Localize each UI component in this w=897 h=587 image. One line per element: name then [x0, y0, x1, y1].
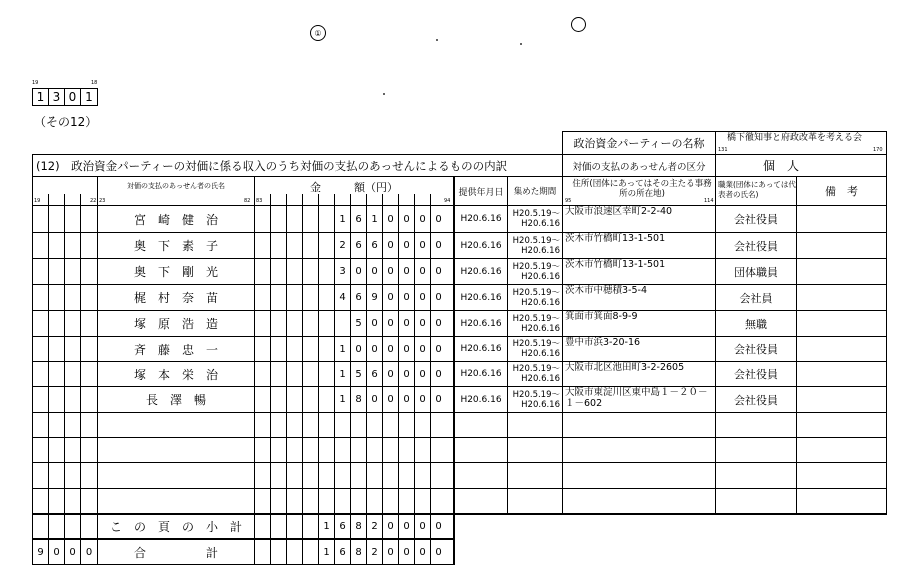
amount-digit: 0 [387, 318, 394, 329]
amount-digit: 6 [371, 240, 378, 251]
amount-digit: 0 [387, 292, 394, 303]
provision-date: H20.6.16 [460, 240, 502, 251]
donor-occupation: 会社役員 [734, 368, 778, 381]
header-num: 22 [90, 198, 97, 204]
amount-digit: 8 [355, 521, 362, 532]
donor-name: 斉 藤 忠 一 [133, 342, 218, 357]
donor-name: 梶 村 奈 苗 [133, 291, 218, 305]
amount-digit: 6 [339, 546, 346, 558]
donor-occupation: 会社役員 [734, 239, 778, 253]
header-num: 83 [256, 198, 263, 204]
amount-digit: 0 [355, 266, 362, 277]
header-num: 19 [34, 198, 41, 204]
amount-digit: 1 [339, 343, 346, 355]
amount-digit: 0 [403, 240, 410, 251]
form-code-box [32, 88, 98, 106]
amount-digit: 0 [419, 213, 426, 225]
donor-name: 宮 崎 健 治 [133, 212, 218, 227]
provision-date: H20.6.16 [460, 394, 502, 405]
total-code-digit: 0 [53, 546, 60, 558]
header-period: 集めた期間 [513, 187, 557, 197]
header-amount: 金 額（円） [310, 181, 398, 194]
amount-digit: 6 [339, 521, 346, 532]
party-name-num-right: 170 [873, 147, 883, 153]
collection-period: H20.5.19～ H20.6.16 [512, 389, 560, 410]
provision-date: H20.6.16 [460, 266, 502, 277]
table-title: (12) 政治資金パーティーの対価に係る収入のうち対価の支払のあっせんによるものの内訳 [36, 158, 508, 173]
donor-address: 豊中市浜3-20-16 [565, 337, 641, 348]
amount-digit: 0 [403, 266, 410, 277]
header-address: 住所(団体にあってはその主たる事務所の所在地) [572, 179, 712, 199]
code-small-left: 19 [32, 80, 39, 86]
donor-name: 長 澤 暢 [145, 393, 206, 407]
category-value: 個 人 [762, 159, 799, 173]
donor-address: 茨木市竹橋町13-1-501 [565, 259, 666, 270]
party-name-label: 政治資金パーティーの名称 [573, 137, 705, 150]
total-code-digit: 0 [85, 546, 93, 558]
amount-digit: 0 [419, 343, 426, 355]
amount-digit: 6 [355, 240, 362, 251]
amount-digit: 0 [419, 368, 426, 380]
amount-digit: 2 [371, 521, 378, 532]
amount-digit: 0 [387, 521, 394, 532]
amount-digit: 1 [371, 213, 378, 225]
donor-occupation: 無職 [745, 317, 767, 331]
donor-name: 奥 下 剛 光 [133, 265, 218, 279]
amount-digit: 0 [371, 318, 378, 329]
amount-digit: 0 [435, 266, 442, 277]
amount-digit: 1 [339, 213, 346, 225]
amount-digit: 0 [419, 546, 426, 558]
amount-digit: 2 [339, 240, 346, 251]
donor-address: 大阪市北区池田町3-2-2605 [565, 362, 685, 373]
amount-digit: 1 [339, 394, 346, 405]
collection-period: H20.5.19～ H20.6.16 [512, 209, 560, 229]
amount-digit: 0 [371, 343, 378, 355]
donor-address: 大阪市東淀川区東中島１－２０－１－602 [565, 387, 708, 409]
code-digit: 1 [33, 89, 49, 105]
donor-name: 奥 下 素 子 [133, 239, 218, 253]
donor-address: 茨木市竹橋町13-1-501 [565, 233, 666, 244]
header-num: 95 [565, 198, 572, 204]
amount-digit: 5 [355, 368, 362, 380]
collection-period: H20.5.19～ H20.6.16 [512, 364, 560, 384]
amount-digit: 2 [371, 546, 378, 558]
collection-period: H20.5.19～ H20.6.16 [512, 261, 560, 282]
amount-digit: 0 [403, 318, 410, 329]
header-occupation: 職業(団体にあっては代表者の氏名) [718, 180, 796, 199]
page-circle-mark: ① [310, 25, 326, 41]
party-name-num-left: 131 [718, 147, 728, 153]
header-date: 提供年月日 [458, 187, 504, 198]
amount-digit: 4 [339, 292, 346, 303]
amount-digit: 0 [387, 240, 394, 251]
amount-digit: 0 [371, 394, 378, 405]
code-small-right: 18 [91, 80, 98, 86]
donor-occupation: 会社役員 [734, 343, 778, 356]
amount-digit: 0 [403, 343, 410, 355]
code-digit: 1 [85, 90, 93, 104]
header-num: 114 [704, 198, 714, 204]
amount-digit: 0 [435, 213, 442, 225]
total-code-digit: 9 [37, 546, 44, 558]
collection-period: H20.5.19～ H20.6.16 [512, 339, 560, 359]
provision-date: H20.6.16 [460, 369, 502, 379]
amount-digit: 0 [371, 266, 378, 277]
amount-digit: 0 [419, 318, 426, 329]
amount-digit: 6 [371, 368, 378, 380]
amount-digit: 0 [387, 394, 394, 405]
amount-digit: 0 [435, 343, 442, 355]
total-label: 合 計 [133, 545, 218, 560]
section-label: （その12） [34, 115, 98, 129]
code-digit: 0 [65, 89, 81, 105]
amount-digit: 0 [435, 292, 442, 303]
provision-date: H20.6.16 [460, 292, 502, 303]
header-name: 対価の支払のあっせん者の氏名 [127, 182, 225, 190]
amount-digit: 0 [387, 343, 394, 355]
donor-occupation: 会社員 [739, 291, 773, 305]
amount-digit: 0 [435, 318, 442, 329]
amount-digit: 0 [435, 394, 442, 405]
amount-digit: 0 [419, 394, 426, 405]
party-name-value: 橋下徹知事と府政改革を考える会 [727, 133, 863, 143]
amount-digit: 0 [435, 368, 442, 380]
provision-date: H20.6.16 [460, 214, 502, 224]
collection-period: H20.5.19～ H20.6.16 [512, 313, 560, 334]
donor-address: 大阪市浪速区幸町2-2-40 [565, 206, 673, 217]
amount-digit: 0 [419, 266, 426, 277]
header-num: 82 [244, 198, 251, 204]
amount-digit: 0 [403, 368, 410, 380]
header-remarks: 備 考 [825, 185, 858, 198]
category-label: 対価の支払のあっせん者の区分 [572, 161, 706, 173]
total-code-digit: 0 [69, 546, 76, 558]
amount-digit: 0 [435, 240, 442, 251]
collection-period: H20.5.19～ H20.6.16 [512, 287, 560, 308]
donor-name: 塚 原 浩 造 [133, 317, 218, 331]
donor-address: 箕面市箕面8-9-9 [565, 311, 638, 322]
amount-digit: 0 [435, 546, 442, 558]
amount-digit: 0 [387, 368, 394, 380]
amount-digit: 0 [419, 521, 426, 532]
amount-digit: 0 [403, 521, 410, 532]
provision-date: H20.6.16 [460, 318, 502, 329]
amount-digit: 1 [323, 521, 330, 532]
amount-digit: 0 [387, 546, 394, 558]
amount-digit: 0 [403, 213, 410, 225]
amount-digit: 0 [403, 292, 410, 303]
donor-occupation: 会社役員 [734, 393, 778, 407]
header-num: 94 [444, 198, 451, 204]
amount-digit: 0 [355, 343, 362, 355]
empty-circle-mark [571, 17, 586, 32]
collection-period: H20.5.19～ H20.6.16 [512, 235, 560, 256]
donor-occupation: 団体職員 [734, 265, 778, 279]
amount-digit: 0 [403, 394, 410, 405]
donor-name: 塚 本 栄 治 [133, 367, 218, 382]
amount-digit: 8 [355, 546, 362, 558]
amount-digit: 1 [323, 546, 330, 558]
amount-digit: 0 [419, 292, 426, 303]
amount-digit: 5 [355, 318, 362, 329]
amount-digit: 0 [387, 266, 394, 277]
amount-digit: 0 [387, 213, 394, 225]
amount-digit: 0 [403, 546, 410, 558]
provision-date: H20.6.16 [460, 344, 502, 354]
amount-digit: 6 [355, 292, 362, 303]
amount-digit: 0 [435, 521, 442, 532]
donor-occupation: 会社役員 [734, 213, 778, 226]
amount-digit: 1 [339, 368, 346, 380]
amount-digit: 8 [355, 394, 362, 405]
donor-address: 茨木市中穂積3-5-4 [565, 285, 647, 296]
amount-digit: 9 [371, 292, 378, 303]
code-digit: 3 [49, 89, 65, 105]
amount-digit: 3 [339, 266, 346, 277]
header-num: 23 [99, 198, 106, 204]
subtotal-label: こ の 頁 の 小 計 [109, 520, 242, 534]
amount-digit: 6 [355, 213, 362, 225]
amount-digit: 0 [419, 240, 426, 251]
